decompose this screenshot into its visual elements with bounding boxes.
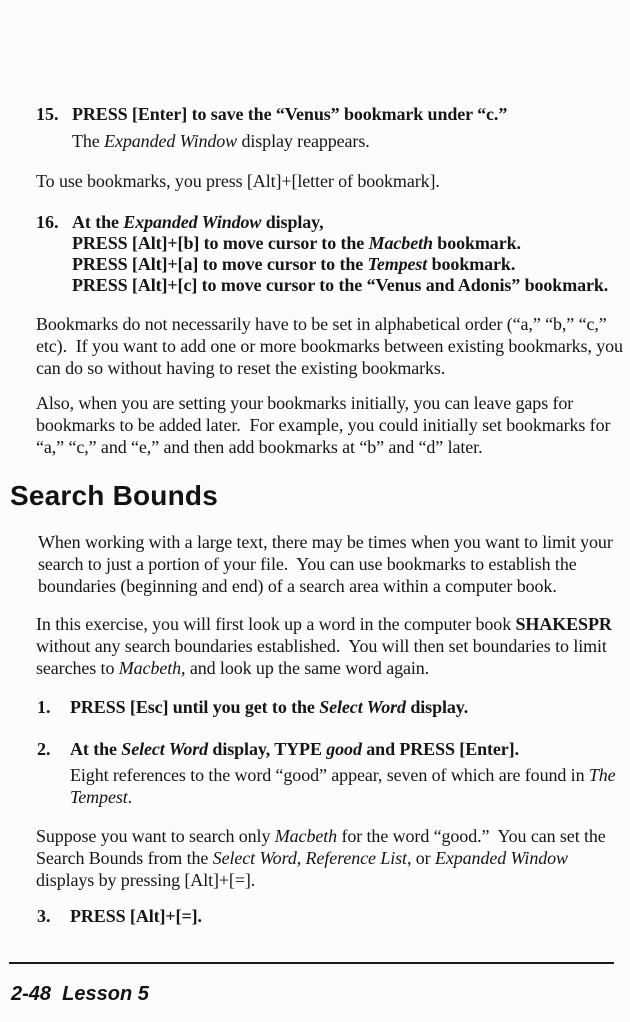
text-segment: display, <box>261 212 324 232</box>
text-segment: display. <box>405 697 469 717</box>
text-segment: PRESS [Esc] until you get to the <box>70 697 320 717</box>
text-segment: To use bookmarks, you press [Alt]+[letter of bookmark]. <box>36 171 440 191</box>
text-segment: without any search boundaries established. You will then set boundaries to limit <box>36 636 607 656</box>
step-2-text <box>70 738 519 760</box>
step-3-number: 3. <box>37 906 51 926</box>
text-segment: bookmarks to be added later. For example, you could initially set bookmarks for <box>36 415 611 435</box>
text-segment: Bookmarks do not necessarily have to be set in alphabetical order (“a,” “b,” “c,” <box>36 314 607 334</box>
step-16-text-line-4 <box>72 274 608 296</box>
text-segment: Search Bounds from the <box>36 848 213 868</box>
text-segment: Macbeth <box>368 233 433 253</box>
page-footer-label: 2-48 Lesson 5 <box>11 983 149 1005</box>
paragraph-gaps-line-1 <box>36 392 573 414</box>
text-segment: PRESS [Alt]+[c] to move cursor to the “Venus and Adonis” bookmark. <box>72 275 609 295</box>
text-segment: displays by pressing [Alt]+[=]. <box>36 870 256 890</box>
paragraph-gaps-line-3 <box>36 436 482 458</box>
paragraph-order-line-1 <box>36 313 607 335</box>
text-segment: Macbeth <box>274 826 338 846</box>
text-segment: Also, when you are setting your bookmarks initially, you can leave gaps for <box>36 393 574 413</box>
text-segment: PRESS [Alt]+[a] to move cursor to the <box>72 254 368 274</box>
text-segment: At the <box>70 739 122 759</box>
text-segment: PRESS [Enter] to save the “Venus” bookmark under “c.” <box>72 104 508 124</box>
text-segment: Expanded Window <box>434 848 568 868</box>
paragraph-limit-line-2 <box>38 553 577 575</box>
step-1-number: 1. <box>37 697 51 717</box>
footer-rule <box>9 962 614 964</box>
text-segment: display reappears. <box>237 131 370 151</box>
step-16-text-line-2 <box>72 232 521 254</box>
text-segment: At the <box>72 212 124 232</box>
text-segment: and PRESS [Enter]. <box>361 739 519 759</box>
text-segment: When working with a large text, there may be times when you want to limit your <box>38 532 613 552</box>
step-2-result-line-2 <box>70 786 132 808</box>
text-segment: boundaries (beginning and end) of a search area within a computer book. <box>38 576 557 596</box>
section-heading-search-bounds: Search Bounds <box>10 480 218 511</box>
text-segment: for the word “good.” You can set the <box>337 826 606 846</box>
text-segment: Eight references to the word “good” appear, seven of which are found in <box>70 765 589 785</box>
paragraph-exercise-line-1 <box>36 613 612 635</box>
step-3-text <box>70 905 202 927</box>
paragraph-order-line-3 <box>36 357 445 379</box>
text-segment: . <box>127 787 133 807</box>
text-segment: searches to <box>36 658 119 678</box>
text-segment: Macbeth <box>118 658 182 678</box>
text-segment: Select Word <box>121 739 209 759</box>
paragraph-suppose-line-1 <box>36 825 606 847</box>
paragraph-gaps-line-2 <box>36 414 610 436</box>
step-1-text <box>70 696 468 718</box>
paragraph-order-line-2 <box>36 335 623 357</box>
text-segment: , or <box>406 848 435 868</box>
text-segment: Tempest <box>367 254 428 274</box>
step-16-text-line-1 <box>72 211 323 233</box>
text-segment: Reference List <box>305 848 407 868</box>
step-16-text-line-3 <box>72 253 515 275</box>
text-segment: bookmark. <box>432 233 521 253</box>
paragraph-limit-line-1 <box>38 531 613 553</box>
step-16-number: 16. <box>36 212 59 232</box>
text-segment: The <box>588 765 616 785</box>
step-15-text <box>72 103 507 125</box>
step-2-result-line-1 <box>70 764 616 786</box>
text-segment: , and look up the same word again. <box>181 658 430 678</box>
paragraph-use-bookmarks <box>36 170 440 192</box>
text-segment: , <box>296 848 306 868</box>
text-segment: bookmark. <box>427 254 516 274</box>
text-segment: Suppose you want to search only <box>36 826 275 846</box>
text-segment: display, TYPE <box>208 739 327 759</box>
text-segment: The <box>72 131 105 151</box>
paragraph-exercise-line-2 <box>36 635 607 657</box>
text-segment: Expanded Window <box>104 131 238 151</box>
text-segment: Tempest <box>70 787 128 807</box>
text-segment: can do so without having to reset the existing bookmarks. <box>36 358 446 378</box>
paragraph-limit-line-3 <box>38 575 557 597</box>
text-segment: search to just a portion of your file. You can use bookmarks to establish the <box>38 554 577 574</box>
text-segment: Expanded Window <box>123 212 262 232</box>
paragraph-suppose-line-2 <box>36 847 568 869</box>
text-segment: good <box>326 739 362 759</box>
text-segment: SHAKESPR <box>515 614 612 634</box>
text-segment: Select Word <box>212 848 297 868</box>
text-segment: In this exercise, you will first look up a word in the computer book <box>36 614 516 634</box>
text-segment: Select Word <box>319 697 406 717</box>
paragraph-suppose-line-3 <box>36 869 255 891</box>
text-segment: “a,” “c,” and “e,” and then add bookmarks at “b” and “d” later. <box>36 437 483 457</box>
text-segment: PRESS [Alt]+[b] to move cursor to the <box>72 233 369 253</box>
step-15-result-text <box>72 130 370 152</box>
paragraph-exercise-line-3 <box>36 657 429 679</box>
text-segment: etc). If you want to add one or more bookmarks between existing bookmarks, you <box>36 336 623 356</box>
step-15-number: 15. <box>36 104 59 124</box>
text-segment: PRESS [Alt]+[=]. <box>70 906 202 926</box>
step-2-number: 2. <box>37 739 51 759</box>
